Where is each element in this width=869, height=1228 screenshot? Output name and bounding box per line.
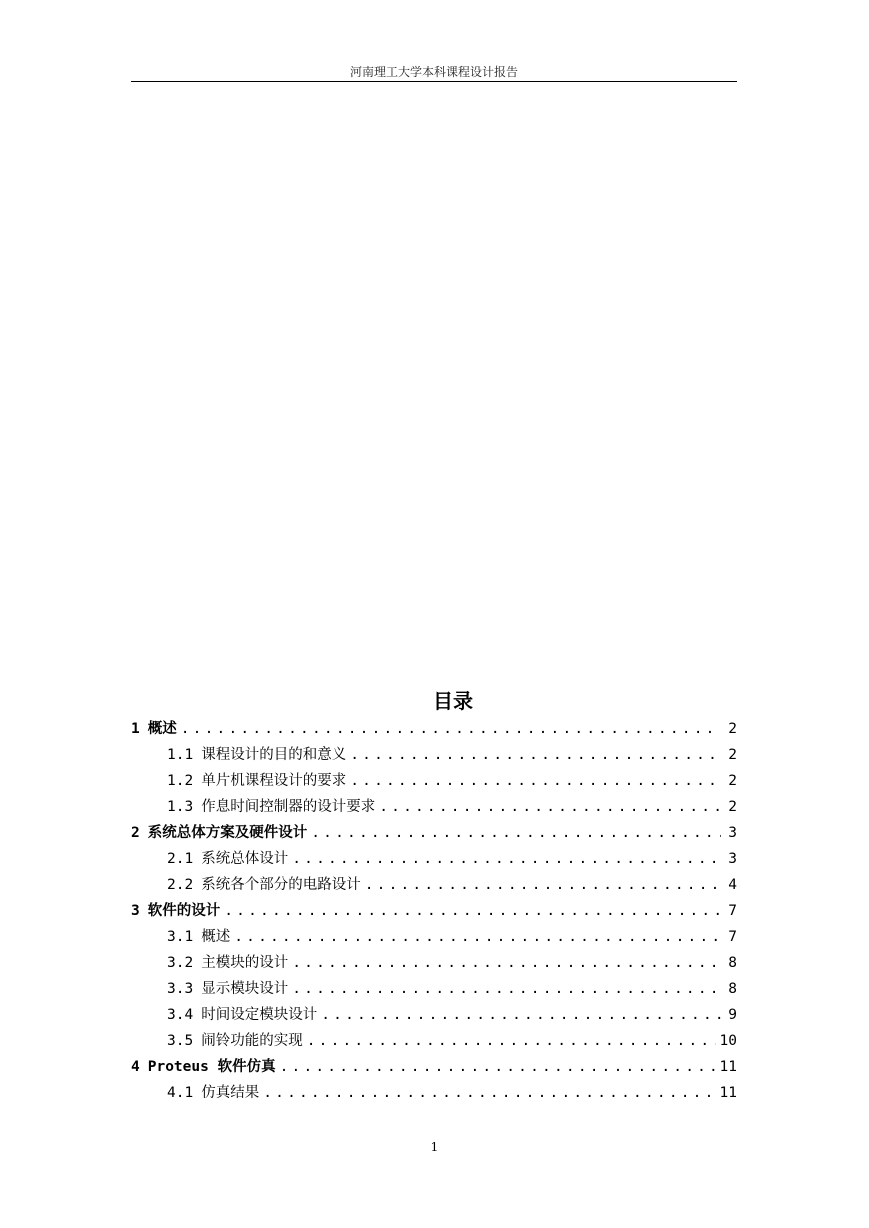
toc-title: 目录 <box>433 689 473 713</box>
page-number: 1 <box>430 1140 439 1154</box>
toc-entry-page: 10 <box>719 1033 737 1049</box>
toc-entry-page: 7 <box>728 929 737 945</box>
toc-entry-label: 概述 <box>201 929 231 945</box>
toc-dot-leader <box>350 742 721 768</box>
toc-entry-page: 11 <box>719 1059 737 1075</box>
toc-entry-4-1[interactable] <box>167 1080 737 1106</box>
toc-dot-leader <box>280 1054 716 1080</box>
toc-entry-label: 概述 <box>147 721 177 737</box>
toc-entry-page: 7 <box>728 903 737 919</box>
toc-entry-number: 2 <box>131 825 140 841</box>
toc-dot-leader <box>234 924 721 950</box>
page-header <box>131 61 737 82</box>
toc-entry-1[interactable] <box>131 716 737 742</box>
toc-entry-page: 3 <box>728 825 737 841</box>
toc-entry-1-3[interactable] <box>167 794 737 820</box>
toc-entry-number: 2.2 <box>167 877 194 893</box>
toc-entry-label: 时间设定模块设计 <box>201 1007 318 1023</box>
toc-entry-number: 1.2 <box>167 773 194 789</box>
toc-entry-4[interactable] <box>131 1054 737 1080</box>
toc-dot-leader <box>292 976 721 1002</box>
toc-entry-label: Proteus 软件仿真 <box>147 1059 276 1075</box>
toc-entry-3-3[interactable] <box>167 976 737 1002</box>
toc-entry-3-2[interactable] <box>167 950 737 976</box>
toc-entry-2-2[interactable] <box>167 872 737 898</box>
toc-entry-page: 2 <box>728 747 737 763</box>
toc-dot-leader <box>379 794 721 820</box>
toc-entry-page: 8 <box>728 955 737 971</box>
toc-entry-label: 作息时间控制器的设计要求 <box>201 799 376 815</box>
toc-dot-leader <box>321 1002 721 1028</box>
toc-entry-label: 系统总体方案及硬件设计 <box>147 825 308 841</box>
toc-entry-2-1[interactable] <box>167 846 737 872</box>
toc-entry-label: 闹铃功能的实现 <box>201 1033 303 1049</box>
toc-entry-number: 3.5 <box>167 1033 194 1049</box>
toc-entry-number: 3.1 <box>167 929 194 945</box>
toc-entry-number: 1.1 <box>167 747 194 763</box>
toc-entry-label: 系统总体设计 <box>201 851 289 867</box>
toc-entry-number: 1 <box>131 721 140 737</box>
toc-dot-leader <box>181 716 721 742</box>
toc-entry-label: 课程设计的目的和意义 <box>201 747 347 763</box>
toc-entry-label: 主模块的设计 <box>201 955 289 971</box>
toc-entry-page: 8 <box>728 981 737 997</box>
toc-dot-leader <box>365 872 721 898</box>
toc-dot-leader <box>311 820 721 846</box>
header-title: 河南理工大学本科课程设计报告 <box>349 65 518 79</box>
toc-entry-number: 1.3 <box>167 799 194 815</box>
toc-entry-page: 9 <box>728 1007 737 1023</box>
toc-dot-leader <box>263 1080 715 1106</box>
toc-entry-1-2[interactable] <box>167 768 737 794</box>
toc-entry-page: 11 <box>719 1085 737 1101</box>
toc-entry-page: 3 <box>728 851 737 867</box>
toc-entry-number: 3.2 <box>167 955 194 971</box>
toc-entry-page: 2 <box>728 799 737 815</box>
toc-dot-leader <box>292 950 721 976</box>
toc-entry-number: 3 <box>131 903 140 919</box>
toc-entry-label: 单片机课程设计的要求 <box>201 773 347 789</box>
toc-entry-number: 4 <box>131 1059 140 1075</box>
toc-entry-label: 软件的设计 <box>147 903 221 919</box>
toc-entry-label: 系统各个部分的电路设计 <box>201 877 361 893</box>
toc-entry-number: 4.1 <box>167 1085 194 1101</box>
toc-dot-leader <box>224 898 721 924</box>
toc-entry-label: 仿真结果 <box>201 1085 260 1101</box>
toc-entry-3[interactable] <box>131 898 737 924</box>
toc-entry-page: 2 <box>728 721 737 737</box>
toc-entry-number: 3.4 <box>167 1007 194 1023</box>
toc-entry-3-5[interactable] <box>167 1028 737 1054</box>
toc-entry-2[interactable] <box>131 820 737 846</box>
toc-entry-3-1[interactable] <box>167 924 737 950</box>
toc-entry-page: 4 <box>728 877 737 893</box>
toc-entry-label: 显示模块设计 <box>201 981 289 997</box>
toc-dot-leader <box>307 1028 716 1054</box>
toc-entry-number: 2.1 <box>167 851 194 867</box>
toc-dot-leader <box>350 768 721 794</box>
toc-entry-1-1[interactable] <box>167 742 737 768</box>
toc-entry-number: 3.3 <box>167 981 194 997</box>
toc-dot-leader <box>292 846 721 872</box>
toc-entry-page: 2 <box>728 773 737 789</box>
toc-entry-3-4[interactable] <box>167 1002 737 1028</box>
